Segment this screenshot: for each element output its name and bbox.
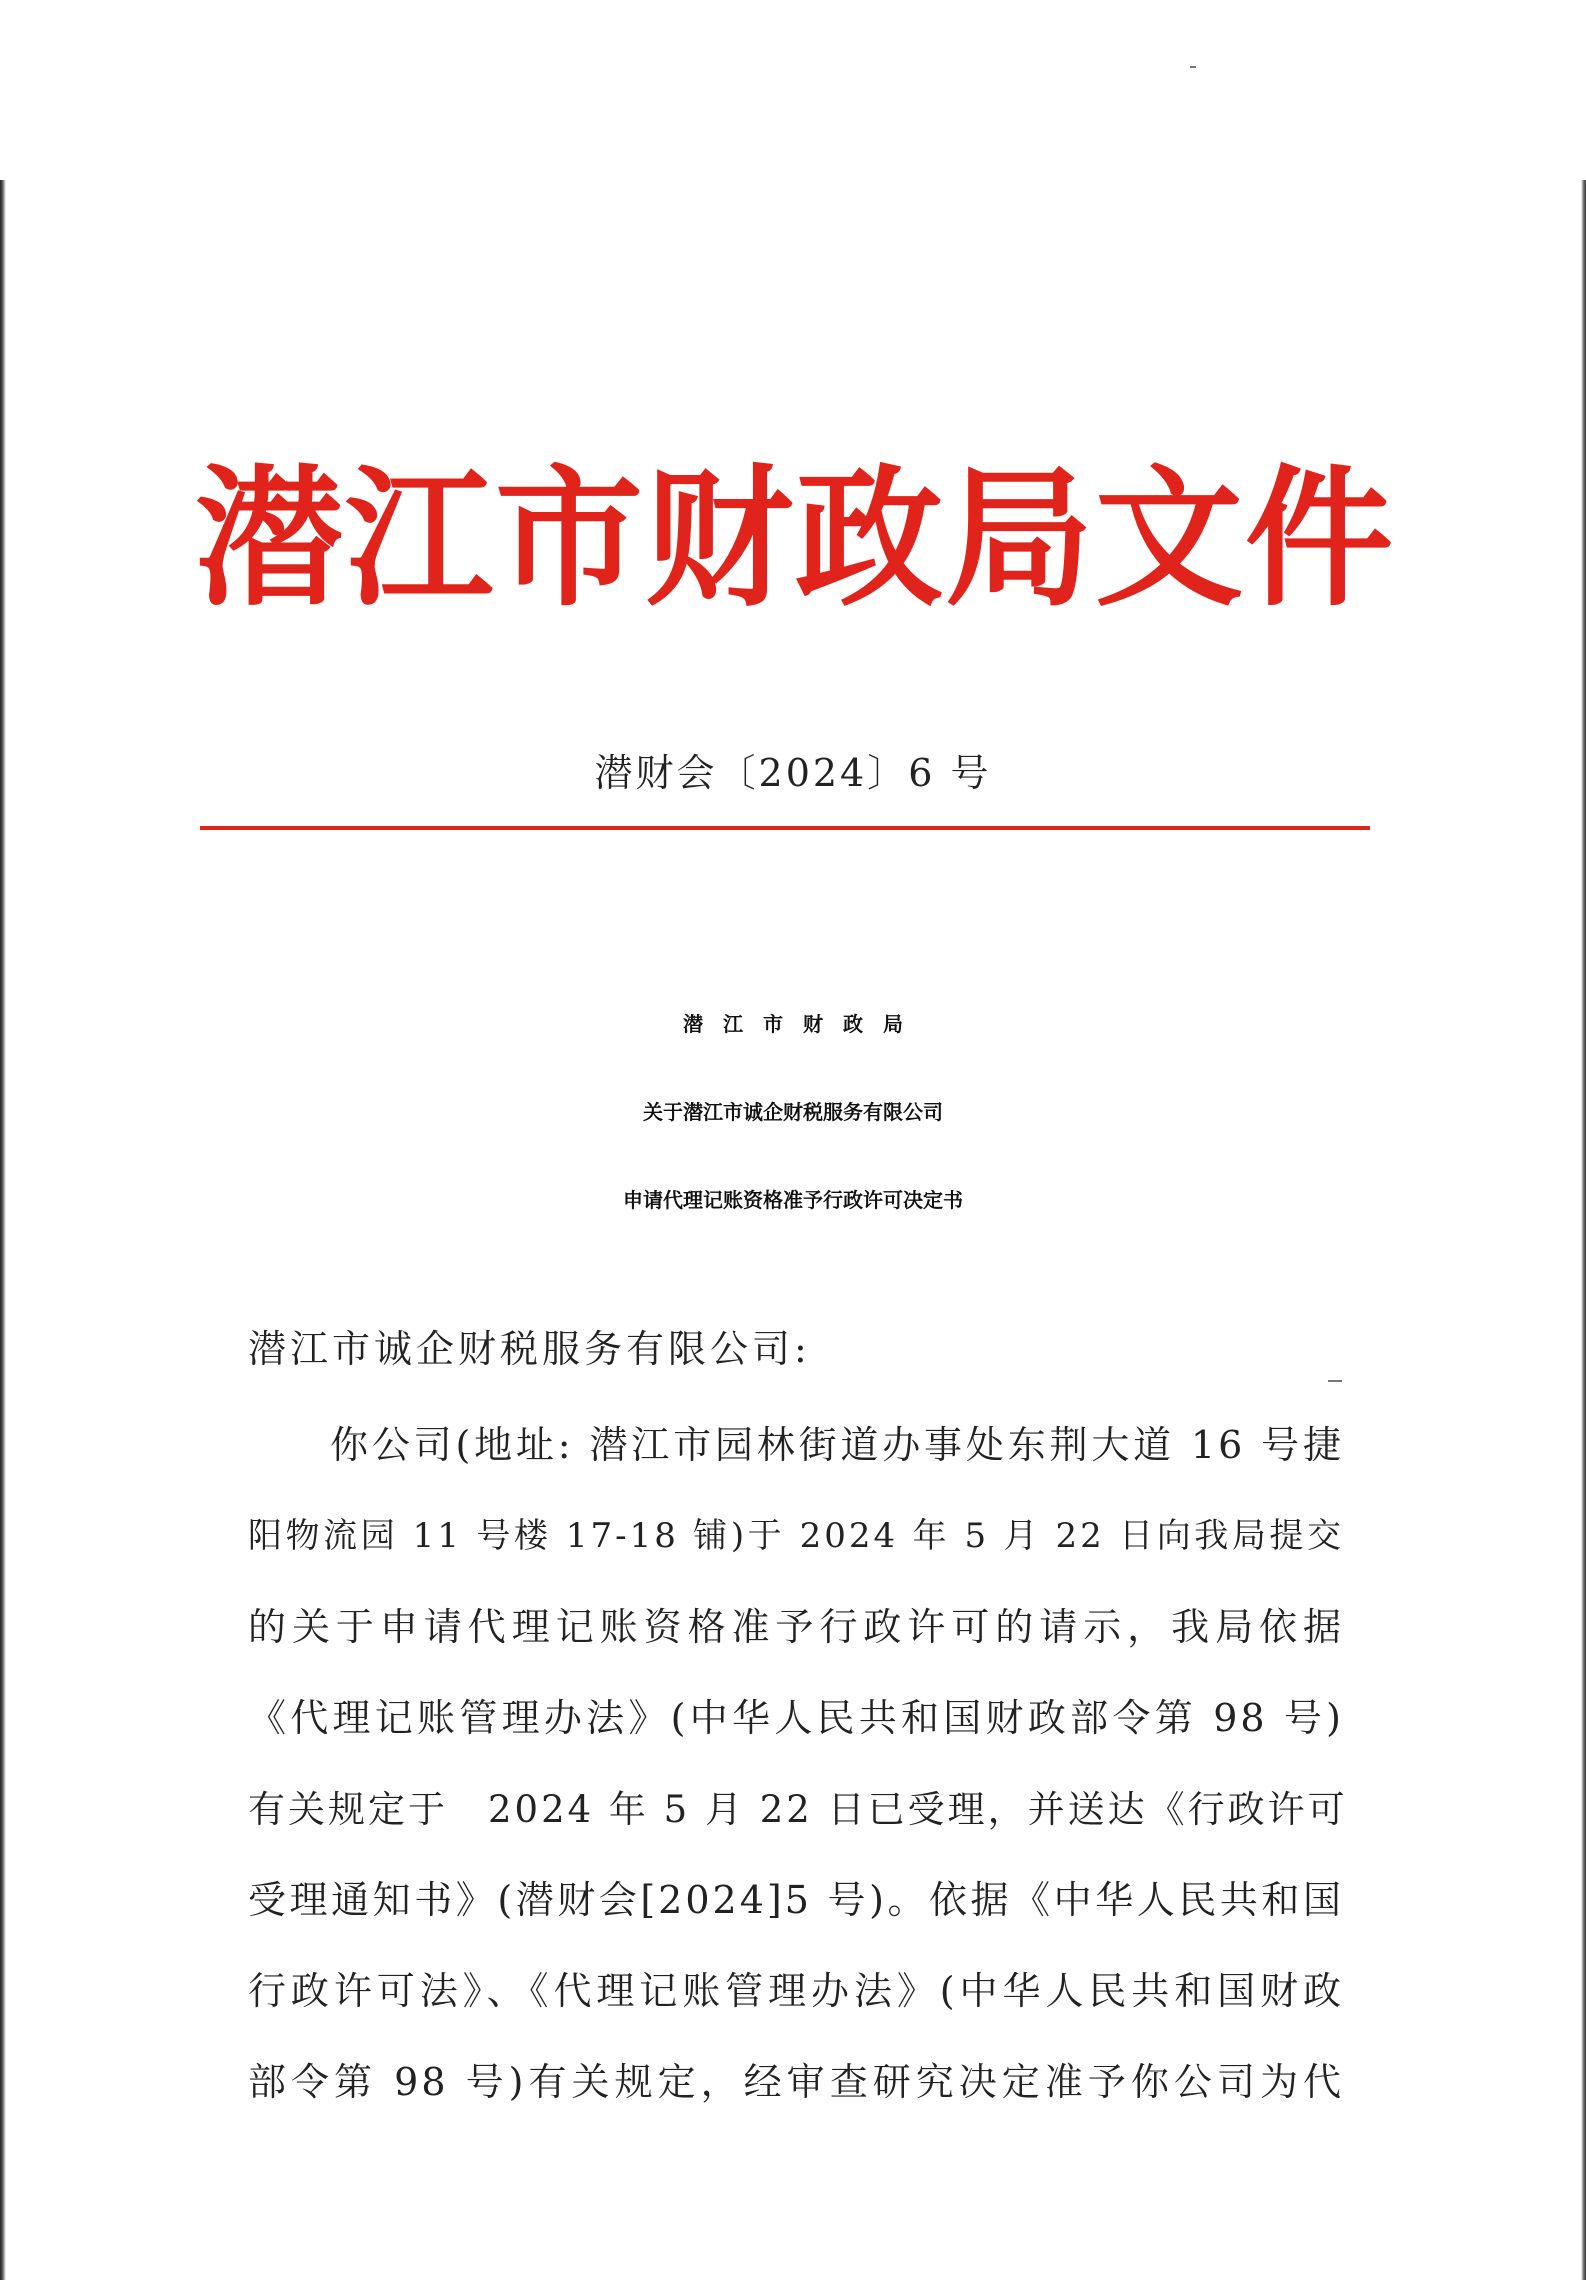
document-number: 潜财会〔2024〕6 号 <box>594 751 992 795</box>
body-line: 阳物流园 11 号楼 17-18 铺)于 2024 年 5 月 22 日向我局提交 <box>248 1516 1344 1556</box>
body-line: 《代理记账管理办法》(中华人民共和国财政部令第 98 号) <box>248 1696 1344 1740</box>
scan-speck <box>1328 1380 1342 1382</box>
body-line: 受理通知书》(潜财会[2024]5 号)。依据《中华人民共和国 <box>248 1878 1344 1922</box>
body-line: 有关规定于 2024 年 5 月 22 日已受理，并送达《行政许可 <box>248 1788 1348 1831</box>
title-line-issuer: 潜江市财政局 <box>683 1012 923 1036</box>
body-line: 的关于申请代理记账资格准予行政许可的请示，我局依据 <box>248 1605 1344 1649</box>
masthead-title: 潜江市财政局文件 <box>195 449 1395 627</box>
body-line: 你公司(地址: 潜江市园林街道办事处东荆大道 16 号捷 <box>330 1423 1344 1467</box>
body-line: 部令第 98 号)有关规定，经审查研究决定准予你公司为代 <box>248 2060 1344 2104</box>
salutation: 潜江市诚企财税服务有限公司: <box>248 1327 811 1371</box>
scan-speck <box>1190 66 1196 68</box>
title-line-subject: 关于潜江市诚企财税服务有限公司 <box>643 1100 943 1124</box>
title-line-decision: 申请代理记账资格准予行政许可决定书 <box>623 1188 963 1212</box>
document-title <box>0 980 1586 1244</box>
red-divider-line <box>200 826 1370 830</box>
body-text <box>248 1400 1348 2128</box>
body-line: 行政许可法》、《代理记账管理办法》(中华人民共和国财政 <box>248 1969 1344 2013</box>
